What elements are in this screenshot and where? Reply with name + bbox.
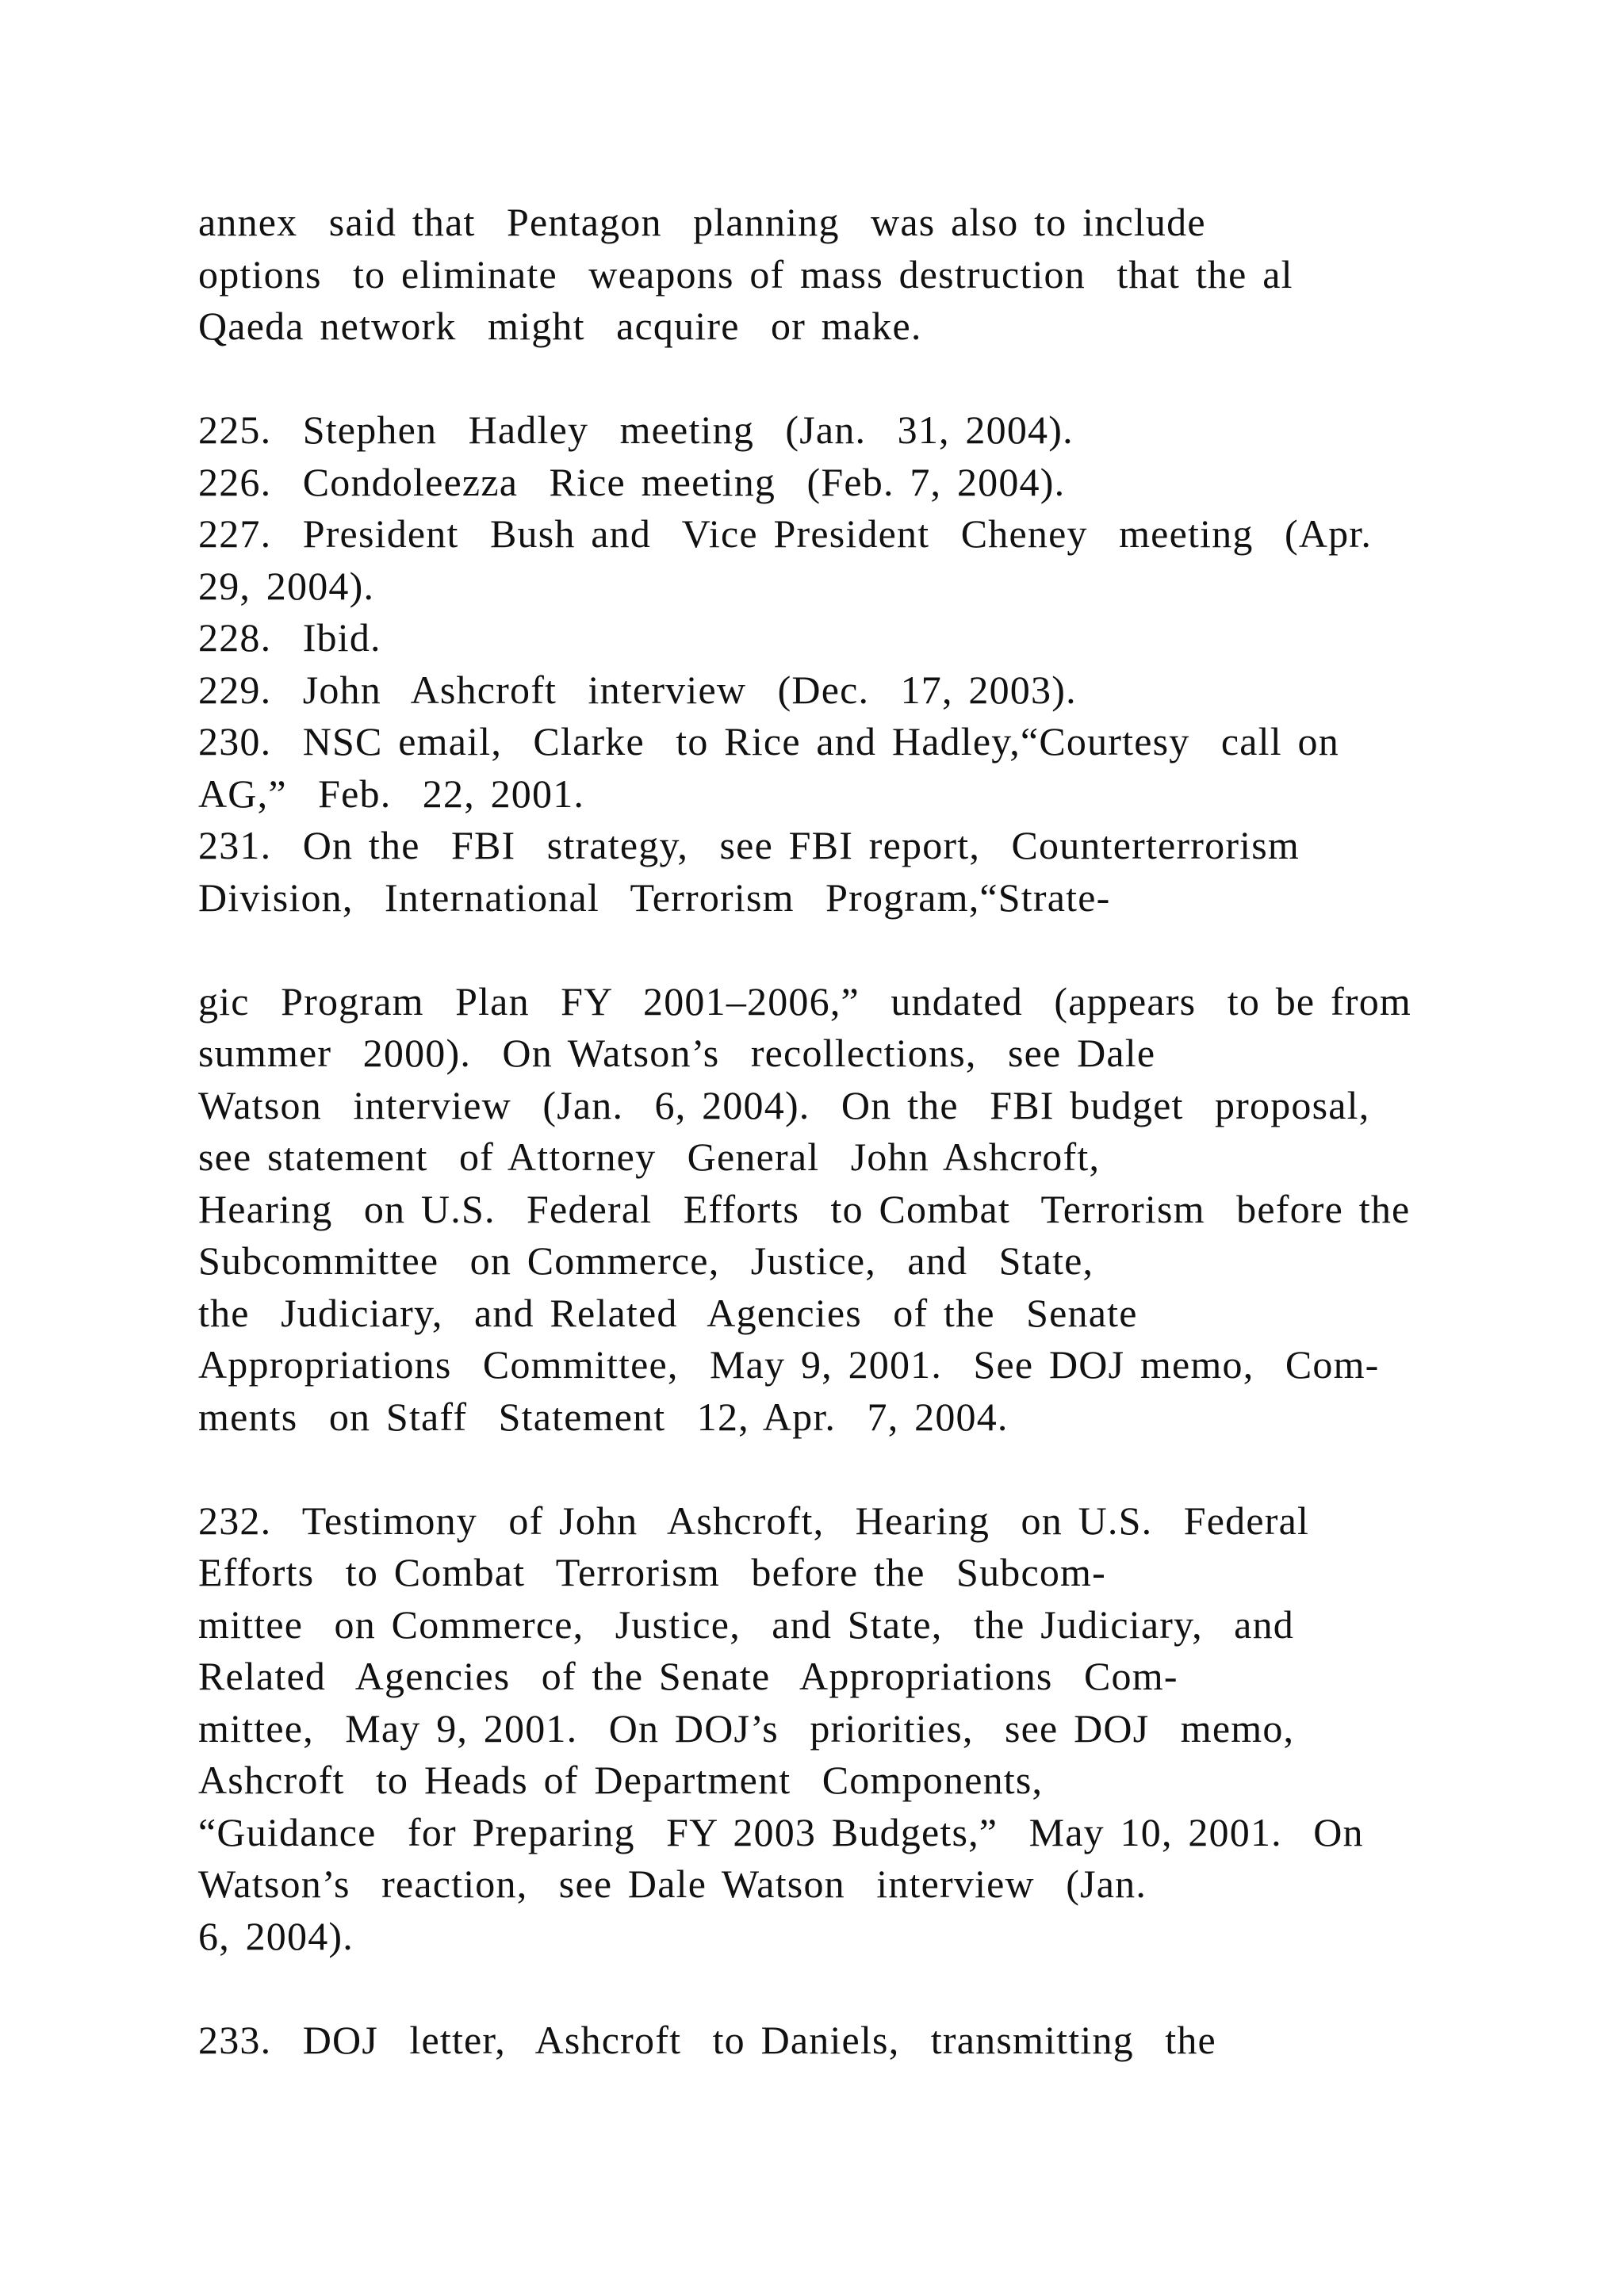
- text-line: gic Program Plan FY 2001–2006,” undated (appears to be from: [198, 978, 1412, 1024]
- footnote-230: 230. NSC email, Clarke to Rice and Hadley,“Courtesy call on: [198, 719, 1339, 763]
- paragraph-gap: [198, 1962, 1546, 2015]
- text-line: Subcommittee on Commerce, Justice, and State,: [198, 1238, 1094, 1283]
- footnote-225: 225. Stephen Hadley meeting (Jan. 31, 2004).: [198, 408, 1074, 452]
- text-line: 29, 2004).: [198, 563, 375, 608]
- text-line: Hearing on U.S. Federal Efforts to Combat Terrorism before the: [198, 1186, 1411, 1231]
- text-line: Watson interview (Jan. 6, 2004). On the FBI budget proposal,: [198, 1082, 1370, 1127]
- text-line: Efforts to Combat Terrorism before the Subcom-: [198, 1550, 1106, 1594]
- text-line: the Judiciary, and Related Agencies of the Senate: [198, 1290, 1138, 1335]
- text-line: 6, 2004).: [198, 1913, 354, 1958]
- paragraph-gap: [198, 1443, 1546, 1495]
- text-line: options to eliminate weapons of mass destruction that the al: [198, 251, 1293, 297]
- text-line: mittee, May 9, 2001. On DOJ’s priorities, see DOJ memo,: [198, 1705, 1295, 1751]
- text-line: Related Agencies of the Senate Appropriations Com-: [198, 1654, 1178, 1698]
- footnote-232: 232. Testimony of John Ashcroft, Hearing on U.S. Federal: [198, 1498, 1310, 1543]
- text-line: mittee on Commerce, Justice, and State, the Judiciary, and: [198, 1601, 1294, 1647]
- footnote-229: 229. John Ashcroft interview (Dec. 17, 2003).: [198, 667, 1077, 712]
- text-line: AG,” Feb. 22, 2001.: [198, 771, 585, 816]
- text-line: Ashcroft to Heads of Department Components,: [198, 1758, 1044, 1802]
- text-line: “Guidance for Preparing FY 2003 Budgets,” May 10, 2001. On: [198, 1809, 1364, 1854]
- text-line: see statement of Attorney General John Ashcroft,: [198, 1135, 1101, 1179]
- text-line: Watson’s reaction, see Dale Watson interview (Jan.: [198, 1862, 1147, 1906]
- footnote-226: 226. Condoleezza Rice meeting (Feb. 7, 2004).: [198, 459, 1066, 504]
- footnote-231: 231. On the FBI strategy, see FBI report, Counterterrorism: [198, 823, 1300, 867]
- text-line: ments on Staff Statement 12, Apr. 7, 2004.: [198, 1394, 1009, 1439]
- footnotes-text: [198, 197, 1546, 2066]
- text-line: Division, International Terrorism Program,“Strate-: [198, 874, 1111, 920]
- text-line: summer 2000). On Watson’s recollections, see Dale: [198, 1031, 1156, 1075]
- text-line: Qaeda network might acquire or make.: [198, 304, 922, 348]
- paragraph-gap: [198, 924, 1546, 976]
- footnote-227: 227. President Bush and Vice President Cheney meeting (Apr.: [198, 511, 1373, 556]
- footnote-233: 233. DOJ letter, Ashcroft to Daniels, transmitting the: [198, 2017, 1216, 2062]
- text-line: annex said that Pentagon planning was also to include: [198, 200, 1206, 244]
- footnote-228: 228. Ibid.: [198, 615, 381, 660]
- text-line: Appropriations Committee, May 9, 2001. See DOJ memo, Com-: [198, 1342, 1380, 1387]
- paragraph-gap: [198, 353, 1546, 405]
